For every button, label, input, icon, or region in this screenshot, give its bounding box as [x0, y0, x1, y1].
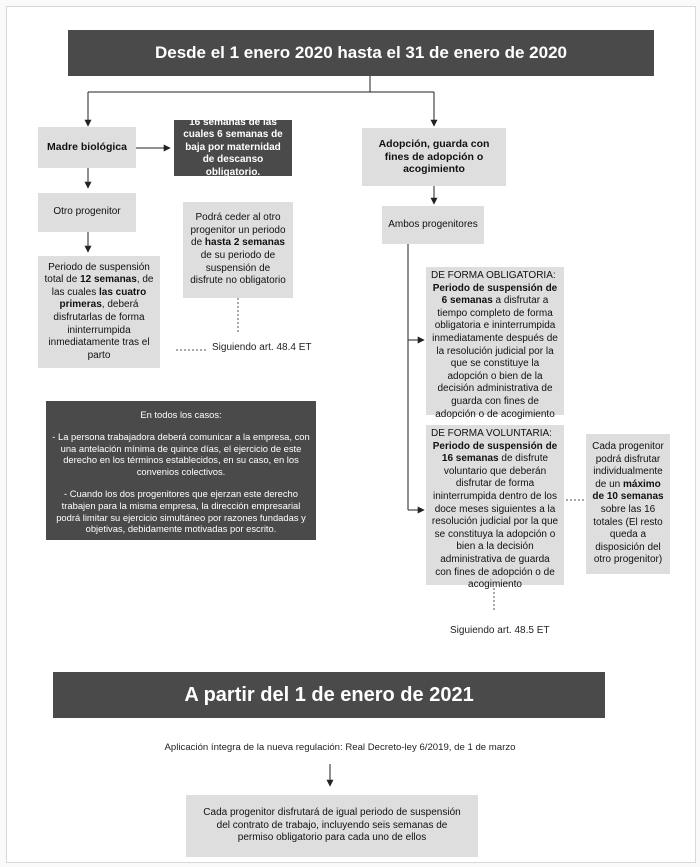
cada-text-b: máximo de 10 semanas [592, 478, 664, 503]
box-forma-obligatoria [426, 267, 564, 420]
box-forma-voluntaria [426, 425, 564, 591]
text-aplicacion: Aplicación íntegra de la nueva regulación: Real Decreto-ley 6/2019, de 1 de marzo [164, 742, 516, 753]
box-madre-biologica: Madre biológica [38, 127, 136, 168]
box-16-semanas: 16 semanas de las cuales 6 semanas de baja por maternidad de descanso obligatorio. [174, 120, 292, 176]
oblig-text-b: Periodo de suspensión de 6 semanas [432, 282, 558, 307]
box-suspension-12-semanas [38, 256, 160, 368]
header-2021: A partir del 1 de enero de 2021 [53, 672, 605, 718]
oblig-title: DE FORMA OBLIGATORIA: [431, 270, 556, 281]
susp-text-c: , de las cuales [51, 274, 154, 298]
box-final: Cada progenitor disfrutará de igual periodo de suspensión del contrato de trabajo, incluyendo seis semanas de permiso obligatorio para cada uno de ellos [186, 795, 478, 857]
todos-p1: - La persona trabajadora deberá comunicar a la empresa, con una antelación mínima de quince días, el ejercicio de este derecho en los términos establecidos, en su caso, en los convenios colectivos. [52, 430, 310, 478]
box-otro-progenitor: Otro progenitor [38, 193, 136, 232]
box-adopcion: Adopción, guarda con fines de adopción o acogimiento [362, 128, 506, 186]
ref-art-48-4: Siguiendo art. 48.4 ET [212, 342, 312, 353]
box-ceder-semanas [183, 202, 293, 298]
box-cada-progenitor-max [586, 434, 670, 574]
todos-title: En todos los casos: [140, 409, 222, 420]
susp-text-d: las cuatro primeras [59, 286, 147, 311]
cada-text-a: Cada progenitor podrá disfrutar individualmente de un [592, 441, 664, 490]
ceder-text-a: Podrá ceder al otro progenitor un periodo de [190, 212, 286, 249]
ref-art-48-5: Siguiendo art. 48.5 ET [450, 625, 550, 636]
volun-text-b: Periodo de suspensión de 16 semanas [432, 440, 558, 465]
volun-text-c: de disfrute voluntario que deberán disfrutar de forma ininterrumpida dentro de los doce meses siguientes a la resolución judicial por la que se constituya la adopción o bien a la decisión administrativa de guarda con fines de adopción o de acogimiento [431, 453, 559, 591]
susp-text-a: Periodo de suspensión total de [44, 261, 150, 286]
todos-p2: - Cuando los dos progenitores que ejerzan este derecho trabajen para la misma empresa, la dirección empresarial podrá limitar su ejercicio simultáneo por razones fundadas y objetivas, debidamente motivadas por escrito. [56, 487, 306, 535]
oblig-text-c: a disfrutar a tiempo completo de forma obligatoria e ininterrumpida inmediatamente después de la resolución judicial por la que se constituye la adopción o bien de la decisión administrativa de guarda con fines de adopción o de acogimiento [432, 295, 558, 420]
volun-title: DE FORMA VOLUNTARIA: [431, 428, 552, 439]
susp-text-e: , deberá disfrutarlas de forma ininterrumpida inmediatamente tras el parto [48, 299, 150, 361]
ceder-text-c: de su periodo de suspensión de disfrute no obligatorio [190, 250, 286, 287]
header-2020: Desde el 1 enero 2020 hasta el 31 de enero de 2020 [68, 30, 654, 76]
ceder-text-b: hasta 2 semanas [204, 237, 285, 249]
box-ambos-progenitores: Ambos progenitores [382, 206, 484, 244]
box-todos-los-casos [46, 401, 316, 540]
cada-text-c: sobre las 16 totales (El resto queda a disposición del otro progenitor) [593, 504, 663, 566]
susp-text-b: 12 semanas [80, 274, 137, 286]
